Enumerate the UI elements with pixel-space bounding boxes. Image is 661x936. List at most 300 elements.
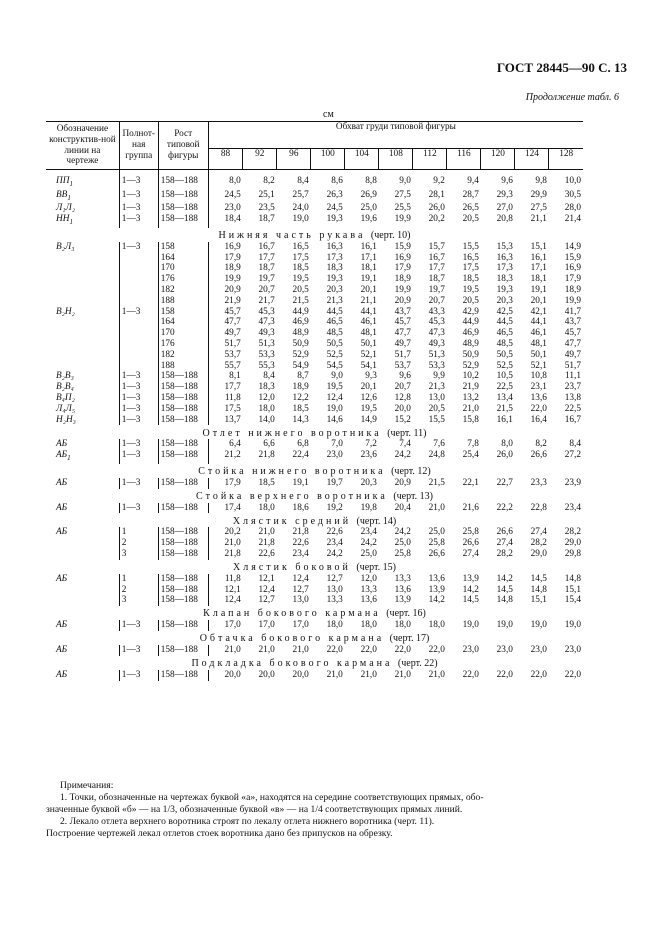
cell-value: 29,0 — [530, 548, 547, 559]
cell-value: 13,4 — [496, 392, 513, 403]
cell-value: 25,8 — [394, 548, 411, 559]
cell-value: 21,9 — [462, 382, 479, 393]
row-group: 1—3 — [119, 214, 158, 228]
cell-value: 47,7 — [394, 328, 411, 339]
cell-value: 53,7 — [224, 349, 241, 360]
cell-value: 44,9 — [462, 317, 479, 328]
cell-value: 21,0 — [428, 502, 445, 513]
cell-value: 21,0 — [360, 669, 377, 680]
cell-value: 48,9 — [292, 328, 309, 339]
size-header: 112 — [413, 149, 447, 170]
row-mark — [46, 503, 119, 514]
cell-value: 17,1 — [360, 252, 377, 263]
cell-value: 15,1 — [564, 584, 581, 595]
row-group — [119, 328, 158, 339]
cell-value: 12,4 — [326, 392, 343, 403]
row-height: 158—188 — [158, 595, 208, 606]
row-mark — [46, 350, 119, 361]
section-title: Обтачка бокового кармана — [199, 633, 385, 645]
cell-value: 19,0 — [462, 620, 479, 631]
row-height: 158—188 — [158, 527, 208, 538]
cell-value: 15,3 — [496, 241, 513, 252]
row-group: 1—3 — [119, 439, 158, 450]
row-mark — [46, 339, 119, 350]
size-header: 88 — [208, 149, 243, 170]
cell-value: 41,7 — [564, 306, 581, 317]
table-row — [46, 645, 583, 656]
cell-value: 53,3 — [428, 360, 445, 371]
cell-value: 21,0 — [326, 669, 343, 680]
cell-value: 50,1 — [360, 338, 377, 349]
cell-value: 23,4 — [360, 527, 377, 538]
note-3: Построение чертежей лекал отлетов стоек воротника дано без припусков на обрезку. — [46, 828, 393, 839]
cell-value: 23,0 — [564, 644, 581, 655]
cell-value: 13,3 — [394, 573, 411, 584]
row-height: 158—188 — [158, 450, 208, 464]
cell-value: 13,9 — [428, 584, 445, 595]
cell-value: 19,3 — [496, 284, 513, 295]
cell-value: 13,0 — [292, 595, 309, 606]
cell-value: 23,0 — [326, 450, 343, 461]
cell-value: 28,2 — [530, 538, 547, 549]
cell-value: 17,7 — [258, 252, 275, 263]
cell-value: 18,3 — [258, 382, 275, 393]
cell-value: 18,9 — [224, 263, 241, 274]
table-row — [46, 574, 583, 585]
cell-value: 18,3 — [326, 263, 343, 274]
table-row — [46, 350, 583, 361]
cell-value: 21,5 — [496, 403, 513, 414]
cell-value: 15,1 — [530, 241, 547, 252]
cell-value: 23,6 — [360, 450, 377, 461]
cell-value: 16,7 — [428, 252, 445, 263]
cell-value: 21,0 — [258, 644, 275, 655]
cell-value: 23,1 — [530, 382, 547, 393]
section-ref: (черт. 15) — [356, 561, 396, 573]
row-height: 158—188 — [158, 478, 208, 489]
cell-value: 18,3 — [496, 274, 513, 285]
cell-value: 15,1 — [530, 595, 547, 606]
cell-value: 23,4 — [292, 548, 309, 559]
size-header: 100 — [311, 149, 345, 170]
mark-text: АБ — [56, 502, 68, 513]
cell-value: 48,1 — [360, 328, 377, 339]
size-header: 124 — [515, 149, 549, 170]
row-group: 1—3 — [119, 393, 158, 404]
cell-value: 44,9 — [292, 306, 309, 317]
cell-value: 16,9 — [224, 241, 241, 252]
cell-value: 13,7 — [224, 414, 241, 425]
cell-value: 21,1 — [530, 214, 547, 225]
section-title-cell — [46, 489, 583, 503]
cell-value: 19,5 — [326, 382, 343, 393]
cell-value: 21,9 — [224, 295, 241, 306]
cell-value: 6,4 — [229, 439, 241, 450]
col-girth: Обхват груди типовой фигуры — [208, 122, 583, 149]
cell-value: 27,0 — [496, 203, 513, 214]
row-group: 1—3 — [119, 670, 158, 681]
section-title: Нижняя часть рукава — [218, 229, 366, 241]
cell-value: 14,5 — [530, 573, 547, 584]
section-title: Хлястик средний — [232, 515, 352, 527]
table-row — [46, 361, 583, 372]
cell-value: 27,4 — [530, 527, 547, 538]
cell-value: 49,3 — [428, 338, 445, 349]
cell-value: 14,9 — [564, 241, 581, 252]
mark-text: АБ — [56, 620, 68, 631]
cell-value: 25,1 — [258, 189, 275, 200]
cell-value: 19,7 — [428, 284, 445, 295]
row-group — [119, 296, 158, 307]
cell-value: 19,5 — [462, 284, 479, 295]
cell-value: 53,7 — [394, 360, 411, 371]
table-row — [46, 253, 583, 264]
cell-value: 45,7 — [224, 306, 241, 317]
table-row — [46, 670, 583, 681]
row-group: 1—3 — [119, 190, 158, 204]
row-height: 158—188 — [158, 371, 208, 382]
cell-value: 26,6 — [428, 548, 445, 559]
section-header — [46, 606, 583, 620]
section-ref: (черт. 16) — [386, 608, 426, 620]
cell-value: 21,5 — [292, 295, 309, 306]
cell-value: 20,3 — [360, 477, 377, 488]
cell-value: 21,5 — [428, 477, 445, 488]
table-row — [46, 339, 583, 350]
cell-value: 24,2 — [326, 548, 343, 559]
section-header — [46, 513, 583, 527]
cell-value: 20,9 — [394, 295, 411, 306]
cell-value: 9,6 — [501, 176, 513, 186]
cell-value: 20,5 — [292, 284, 309, 295]
cell-value: 52,1 — [530, 360, 547, 371]
cell-value: 8,8 — [365, 176, 377, 186]
section-title: Отлет нижнего воротника — [202, 427, 382, 439]
cell-value: 22,6 — [326, 527, 343, 538]
row-mark — [46, 214, 119, 228]
cell-value: 26,9 — [360, 189, 377, 200]
cell-value: 12,7 — [258, 595, 275, 606]
cell-value: 44,5 — [496, 317, 513, 328]
cell-value: 48,9 — [462, 338, 479, 349]
cell-value: 22,0 — [530, 403, 547, 414]
row-group: 2 — [119, 538, 158, 549]
cell-value: 26,3 — [326, 189, 343, 200]
row-height: 182 — [158, 285, 208, 296]
row-mark — [46, 371, 119, 382]
cell-value: 20,1 — [360, 382, 377, 393]
cell-value: 22,0 — [530, 669, 547, 680]
cell-value: 7,6 — [433, 439, 445, 450]
cell-value: 8,1 — [229, 371, 241, 382]
cell-value: 51,3 — [258, 338, 275, 349]
cell-value: 20,3 — [326, 284, 343, 295]
cell-value: 51,7 — [394, 349, 411, 360]
row-group: 3 — [119, 549, 158, 560]
cell-value: 22,8 — [530, 502, 547, 513]
cell-value: 13,6 — [530, 392, 547, 403]
table-row — [46, 478, 583, 489]
cell-value: 19,9 — [564, 295, 581, 306]
cell-value: 20,7 — [394, 382, 411, 393]
table-row — [46, 393, 583, 404]
cell-value: 8,6 — [331, 176, 343, 186]
cell-value: 14,0 — [258, 414, 275, 425]
cell-value: 9,2 — [433, 176, 445, 186]
row-group: 1 — [119, 527, 158, 538]
size-header: 128 — [549, 149, 583, 170]
cell-value: 26,6 — [462, 538, 479, 549]
cell-value: 46,5 — [326, 317, 343, 328]
cell-value: 51,3 — [428, 349, 445, 360]
cell-value: 13,2 — [462, 392, 479, 403]
cell-value: 8,4 — [263, 371, 275, 382]
cell-value: 54,9 — [292, 360, 309, 371]
note-1a: 1. Точки, обозначенные на чертежах буквой «а», находятся на середине соответствующих прямых, обо- — [60, 792, 484, 803]
cell-value: 15,5 — [462, 241, 479, 252]
cell-value: 19,6 — [360, 214, 377, 225]
table-row — [46, 415, 583, 426]
row-mark — [46, 382, 119, 393]
cell-value: 19,2 — [326, 502, 343, 513]
cell-value: 13,9 — [462, 573, 479, 584]
cell-value: 15,9 — [394, 241, 411, 252]
cell-value: 23,4 — [564, 502, 581, 513]
cell-value: 28,7 — [462, 189, 479, 200]
cell-value: 16,1 — [360, 241, 377, 252]
cell-value: 25,7 — [292, 189, 309, 200]
cell-value: 23,4 — [326, 538, 343, 549]
mark-text: АБ — [56, 669, 68, 680]
row-group — [119, 339, 158, 350]
row-group: 1—3 — [119, 415, 158, 426]
row-mark — [46, 645, 119, 656]
cell-value: 19,3 — [326, 274, 343, 285]
row-mark — [46, 527, 119, 538]
cell-value: 9,3 — [365, 371, 377, 382]
cell-value: 45,7 — [564, 328, 581, 339]
col-group: Полнот-ная группа — [119, 122, 158, 170]
table-row — [46, 307, 583, 318]
cell-value: 25,8 — [462, 527, 479, 538]
cell-value: 23,5 — [258, 203, 275, 214]
cell-value: 42,1 — [530, 306, 547, 317]
cell-value: 16,1 — [496, 414, 513, 425]
table-row — [46, 176, 583, 190]
row-height: 158—188 — [158, 620, 208, 631]
cell-value: 49,7 — [564, 349, 581, 360]
row-group: 1—3 — [119, 450, 158, 464]
size-header: 116 — [447, 149, 481, 170]
size-header: 104 — [345, 149, 379, 170]
cell-value: 16,7 — [564, 414, 581, 425]
mark-text: В₂Л₃ — [56, 241, 75, 252]
cell-value: 16,7 — [258, 241, 275, 252]
cell-value: 18,9 — [564, 284, 581, 295]
row-group: 1—3 — [119, 176, 158, 190]
cell-value: 52,9 — [462, 360, 479, 371]
cell-value: 22,2 — [496, 502, 513, 513]
table-row — [46, 296, 583, 307]
cell-value: 23,3 — [530, 477, 547, 488]
table-row — [46, 328, 583, 339]
mark-subscript: 1 — [67, 193, 71, 202]
cell-value: 13,9 — [394, 595, 411, 606]
cell-value: 21,8 — [258, 538, 275, 549]
cell-value: 19,0 — [530, 620, 547, 631]
cell-value: 25,0 — [360, 203, 377, 214]
cell-value: 55,7 — [224, 360, 241, 371]
cell-value: 29,3 — [496, 189, 513, 200]
cell-value: 29,0 — [564, 538, 581, 549]
mark-subscript: 1 — [67, 453, 71, 462]
row-group: 1—3 — [119, 203, 158, 214]
cell-value: 29,9 — [530, 189, 547, 200]
cell-value: 45,7 — [394, 317, 411, 328]
row-mark — [46, 274, 119, 285]
cell-value: 21,7 — [258, 295, 275, 306]
cell-value: 14,3 — [292, 414, 309, 425]
row-height: 158—188 — [158, 538, 208, 549]
mark-text: ВВ — [56, 189, 68, 200]
cell-value: 8,2 — [535, 439, 547, 450]
note-2: 2. Лекало отлета верхнего воротника строят по лекалу отлета нижнего воротника (черт. 11). — [60, 816, 435, 827]
cell-value: 20,0 — [258, 669, 275, 680]
section-ref: (черт. 17) — [389, 633, 430, 645]
cell-value: 20,5 — [428, 403, 445, 414]
cell-value: 17,0 — [224, 620, 241, 631]
row-mark — [46, 478, 119, 489]
cell-value: 50,9 — [292, 338, 309, 349]
cell-value: 28,2 — [564, 527, 581, 538]
row-group — [119, 317, 158, 328]
cell-value: 42,5 — [496, 306, 513, 317]
cell-value: 49,7 — [224, 328, 241, 339]
cell-value: 20,0 — [292, 669, 309, 680]
cell-value: 11,8 — [224, 392, 241, 403]
table-row — [46, 203, 583, 214]
cell-value: 24,2 — [394, 527, 411, 538]
col-mark: Обозначение конструктив-ной линии на чертеже — [46, 122, 119, 170]
row-mark — [46, 361, 119, 372]
cell-value: 14,8 — [496, 595, 513, 606]
cell-value: 45,3 — [428, 317, 445, 328]
cell-value: 18,0 — [258, 403, 275, 414]
cell-value: 18,5 — [292, 403, 309, 414]
table-row — [46, 439, 583, 450]
cell-value: 19,0 — [292, 214, 309, 225]
cell-value: 23,0 — [530, 644, 547, 655]
cell-value: 12,1 — [224, 584, 241, 595]
cell-value: 52,5 — [326, 349, 343, 360]
cell-value: 22,7 — [496, 477, 513, 488]
cell-value: 30,5 — [564, 189, 581, 200]
row-group: 1—3 — [119, 382, 158, 393]
table-row — [46, 274, 583, 285]
cell-value: 19,0 — [564, 620, 581, 631]
cell-value: 54,1 — [360, 360, 377, 371]
cell-value: 17,3 — [326, 252, 343, 263]
cell-value: 15,4 — [564, 595, 581, 606]
mark-subscript: 1 — [69, 179, 73, 188]
cell-value: 48,5 — [326, 328, 343, 339]
cell-value: 47,7 — [564, 338, 581, 349]
row-height: 158—188 — [158, 645, 208, 656]
section-header — [46, 656, 583, 670]
row-height: 158 — [158, 242, 208, 253]
row-group — [119, 361, 158, 372]
cell-value: 47,3 — [428, 328, 445, 339]
cell-value: 20,5 — [462, 214, 479, 225]
table-row — [46, 404, 583, 415]
section-header — [46, 489, 583, 503]
cell-value: 22,0 — [326, 644, 343, 655]
row-height: 170 — [158, 328, 208, 339]
cell-value: 24,8 — [428, 450, 445, 461]
cell-value: 12,4 — [292, 573, 309, 584]
cell-value: 21,0 — [292, 644, 309, 655]
table-row — [46, 549, 583, 560]
mark-text: АБ — [56, 477, 68, 488]
row-height: 164 — [158, 317, 208, 328]
cell-value: 22,0 — [394, 644, 411, 655]
row-group: 1—3 — [119, 645, 158, 656]
cell-value: 19,7 — [258, 274, 275, 285]
row-mark — [46, 253, 119, 264]
cell-value: 20,2 — [428, 214, 445, 225]
cell-value: 48,5 — [496, 338, 513, 349]
cell-value: 12,4 — [224, 595, 241, 606]
row-height: 158—188 — [158, 670, 208, 681]
cell-value: 23,0 — [496, 644, 513, 655]
table-row — [46, 503, 583, 514]
cell-value: 14,5 — [496, 584, 513, 595]
cell-value: 21,0 — [258, 527, 275, 538]
cell-value: 14,2 — [496, 573, 513, 584]
cell-value: 25,0 — [428, 527, 445, 538]
mark-text: Л₁Л₂ — [56, 203, 76, 214]
section-title: Хлястик боковой — [233, 561, 351, 573]
cell-value: 19,9 — [224, 274, 241, 285]
cell-value: 18,5 — [462, 274, 479, 285]
cell-value: 12,8 — [394, 392, 411, 403]
row-height: 158—188 — [158, 585, 208, 596]
cell-value: 24,5 — [326, 203, 343, 214]
cell-value: 49,3 — [258, 328, 275, 339]
cell-value: 8,4 — [297, 176, 309, 186]
row-height: 158—188 — [158, 574, 208, 585]
cell-value: 44,1 — [530, 317, 547, 328]
cell-value: 9,0 — [331, 371, 343, 382]
size-header: 96 — [277, 149, 311, 170]
row-group: 3 — [119, 595, 158, 606]
section-title: Стойка верхнего воротника — [196, 490, 388, 502]
section-title: Стойка нижнего воротника — [198, 465, 386, 477]
cell-value: 13,3 — [360, 584, 377, 595]
mark-text: НН — [56, 214, 70, 225]
mark-text: Л₄Л₅ — [56, 403, 76, 414]
cell-value: 21,3 — [428, 382, 445, 393]
cell-value: 17,7 — [224, 382, 241, 393]
cell-value: 28,2 — [496, 548, 513, 559]
row-height: 158—188 — [158, 549, 208, 560]
cell-value: 17,9 — [564, 274, 581, 285]
cell-value: 9,9 — [433, 371, 445, 382]
cell-value: 11,1 — [565, 371, 581, 382]
cell-value: 21,3 — [326, 295, 343, 306]
cell-value: 28,1 — [428, 189, 445, 200]
cell-value: 52,9 — [292, 349, 309, 360]
